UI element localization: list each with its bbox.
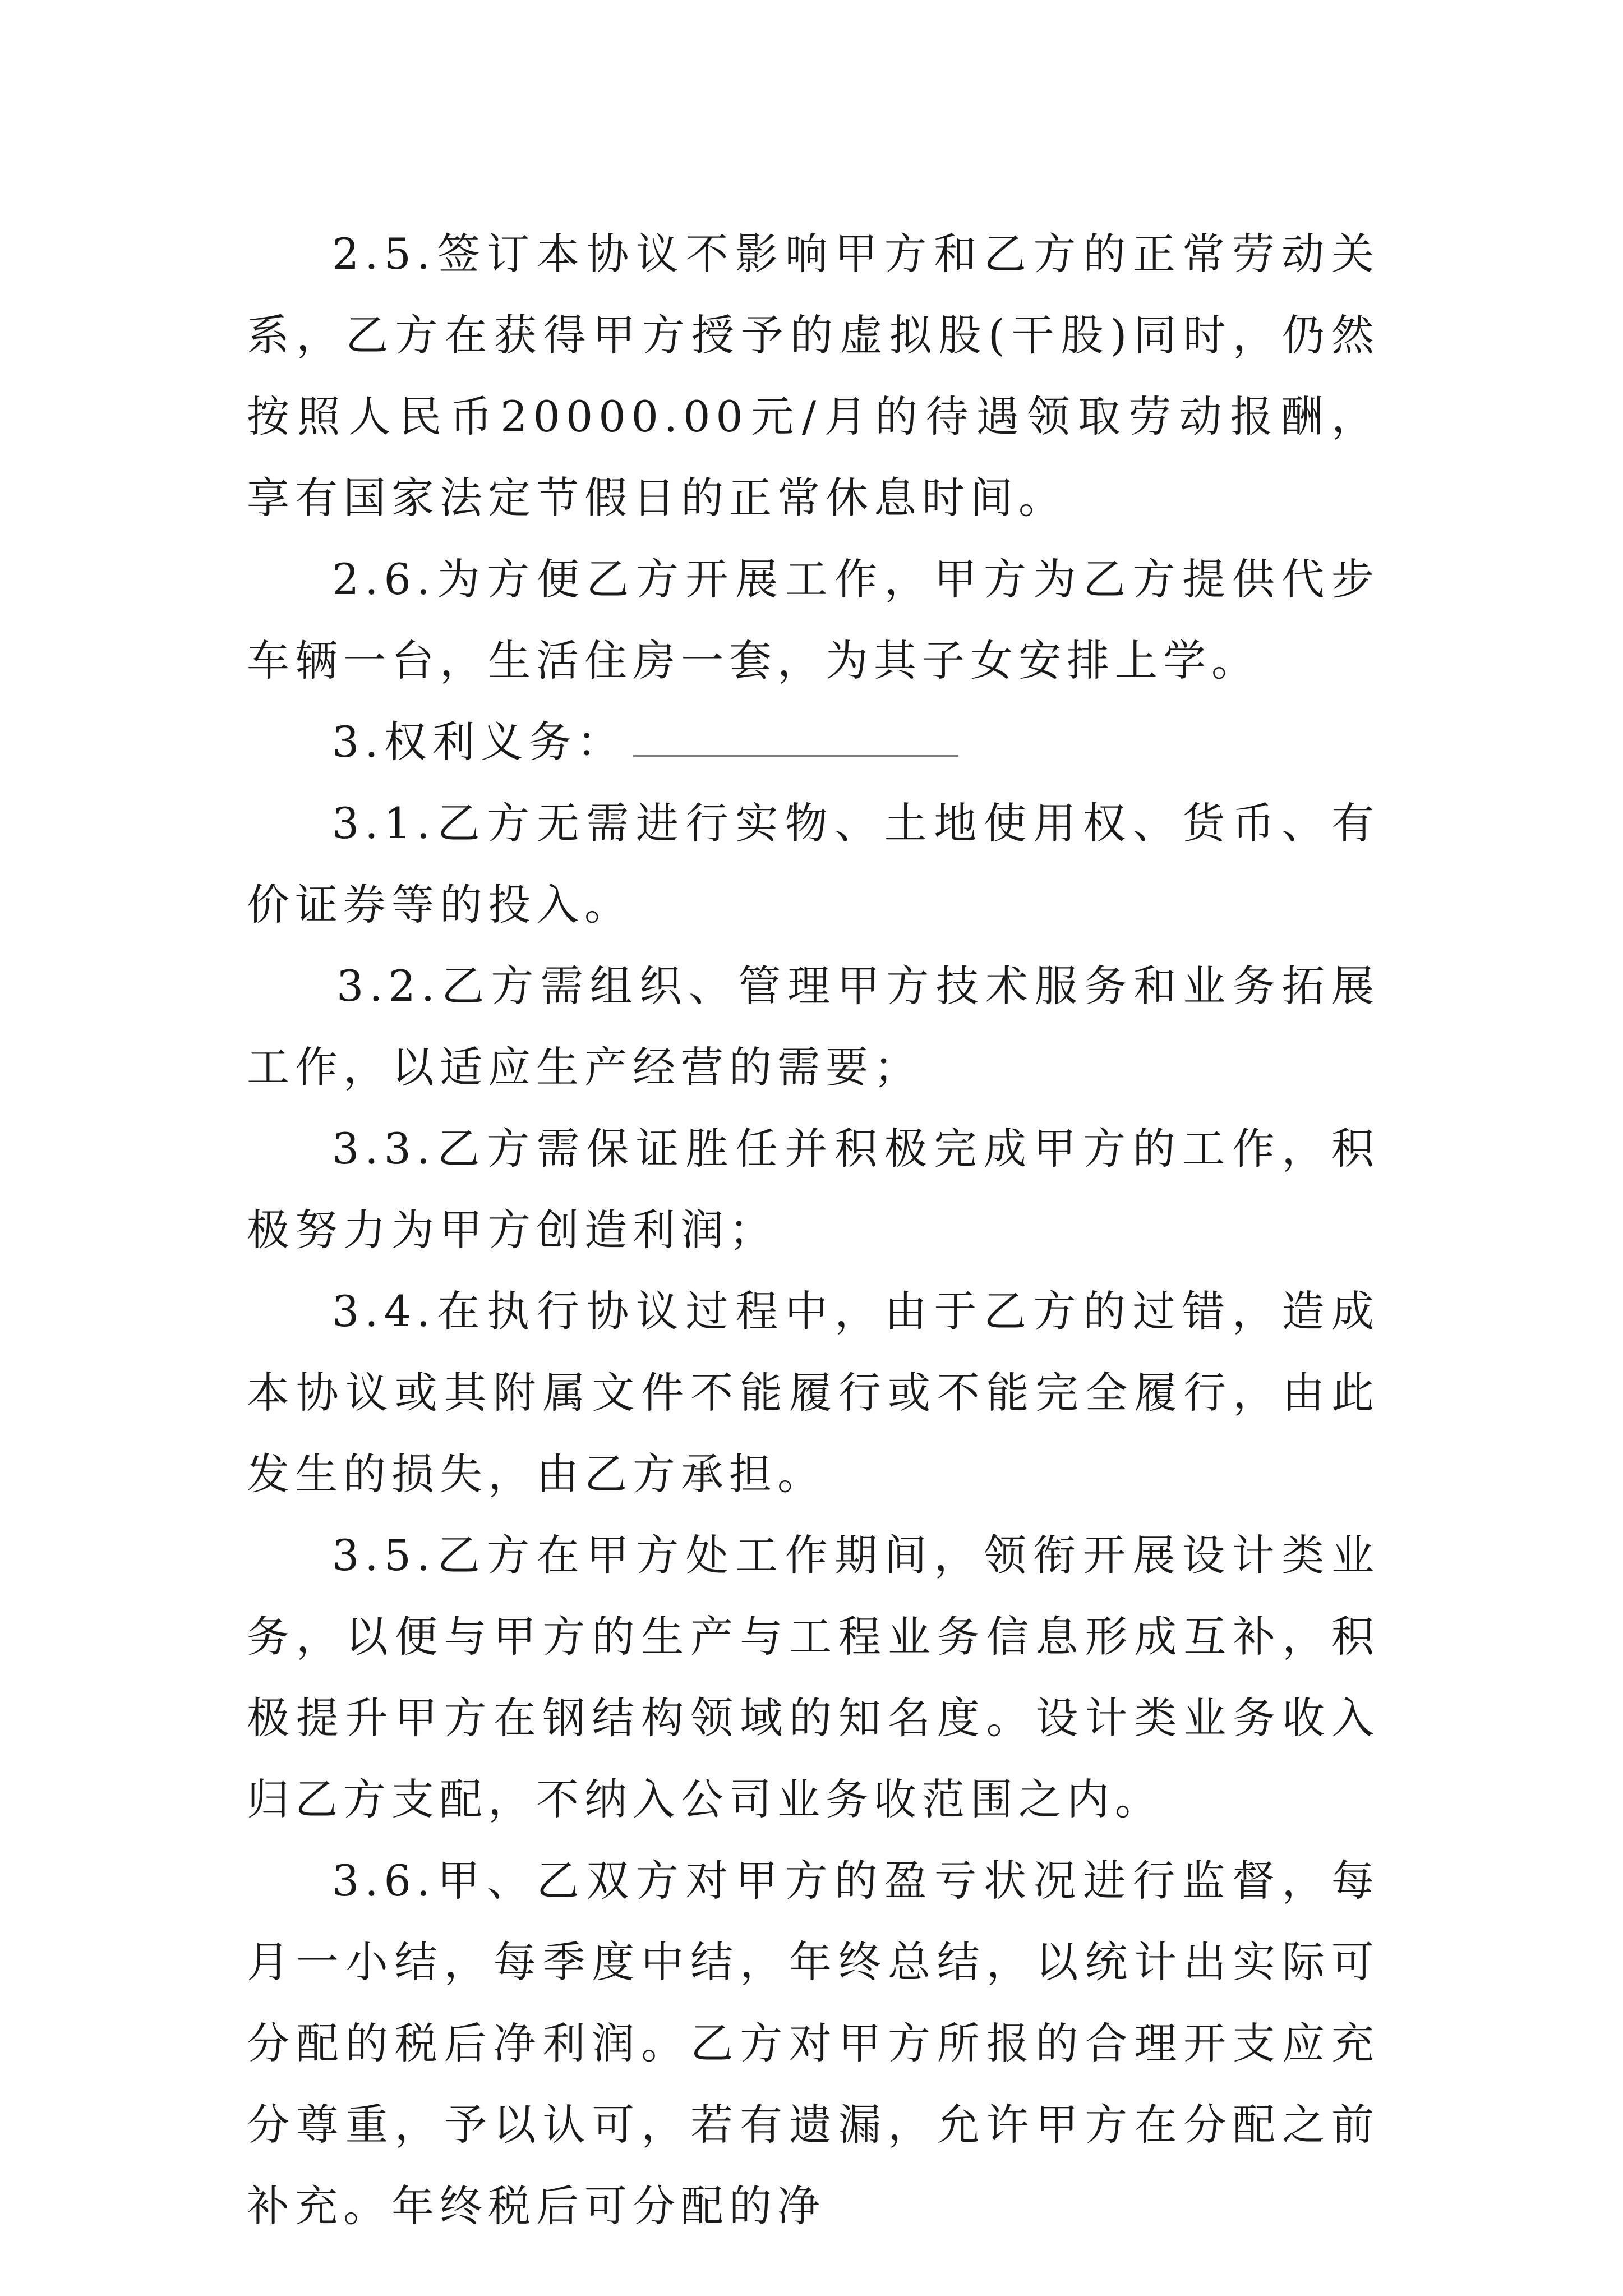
clause-3-heading <box>247 701 1380 783</box>
clause-3-2: 3.2.乙方需组织、管理甲方技术服务和业务拓展工作，以适应生产经营的需要； <box>247 961 1380 1092</box>
clause-3-heading-text: 3.权利义务： <box>332 717 625 767</box>
clause-3-6: 3.6.甲、乙双方对甲方的盈亏状况进行监督，每月一小结，每季度中结，年终总结，以统计出实际可分配的税后净利润。乙方对甲方所报的合理开支应充分尊重，予以认可，若有遗漏，允许甲方在分配之前补充。年终税后可分配的净 <box>247 1856 1380 2231</box>
clause-2-6: 2.6.为方便乙方开展工作，甲方为乙方提供代步车辆一台，生活住房一套，为其子女安排上学。 <box>247 554 1380 685</box>
clause-3-1: 3.1.乙方无需进行实物、土地使用权、货币、有价证券等的投入。 <box>247 798 1380 930</box>
document-body <box>247 213 1380 2247</box>
clause-3-5: 3.5.乙方在甲方处工作期间，领衔开展设计类业务，以便与甲方的生产与工程业务信息形成互补，积极提升甲方在钢结构领域的知名度。设计类业务收入归乙方支配，不纳入公司业务收范围之内。 <box>247 1530 1380 1824</box>
clause-3-4: 3.4.在执行协议过程中，由于乙方的过错，造成本协议或其附属文件不能履行或不能完全履行，由此发生的损失，由乙方承担。 <box>247 1286 1380 1499</box>
fill-in-blank-line <box>633 720 958 757</box>
clause-2-5: 2.5.签订本协议不影响甲方和乙方的正常劳动关系，乙方在获得甲方授予的虚拟股(干股)同时，仍然按照人民币20000.00元/月的待遇领取劳动报酬，享有国家法定节假日的正常休息时间。 <box>247 229 1380 523</box>
clause-3-3: 3.3.乙方需保证胜任并积极完成甲方的工作，积极努力为甲方创造利润； <box>247 1124 1380 1255</box>
